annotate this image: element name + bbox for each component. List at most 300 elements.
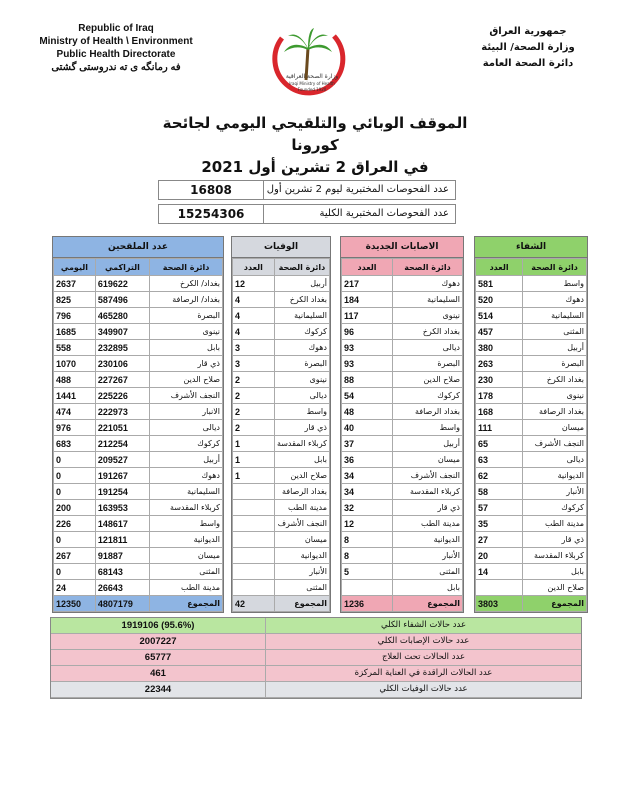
header-english [26,22,206,74]
count-cell [476,580,523,596]
cumulative-cell: 91887 [95,548,149,564]
directorate-cell: مدينة الطب [523,516,587,532]
header-ar-line: جمهورية العراق [489,26,567,37]
directorate-cell: المثنى [392,564,462,580]
directorate-cell: البصرة [274,356,329,372]
header-en-line: Republic of Iraq [78,23,154,34]
directorate-cell: ديالى [150,420,223,436]
table-row [476,404,587,420]
count-cell: 63 [476,452,523,468]
count-cell: 457 [476,324,523,340]
count-cell: 34 [342,468,393,484]
total-tests-box [158,204,456,224]
page-title [150,112,480,178]
logo-text: وزارة الصحة العراقية [285,73,339,80]
cumulative-cell: 209527 [95,452,149,468]
summary-row [51,634,581,650]
cumulative-cell: 121811 [95,532,149,548]
directorate-cell: ذي قار [523,532,587,548]
summary-row [51,650,581,666]
daily-cell: 488 [54,372,96,388]
directorate-cell: كربلاء المقدسة [392,484,462,500]
directorate-cell: بغداد الكرخ [523,372,587,388]
count-cell: 4 [233,308,275,324]
total-label: المجموع [274,596,329,612]
table-row [342,276,463,292]
table-row [342,484,463,500]
panel-table [341,258,463,612]
table-row [342,404,463,420]
table-row [476,468,587,484]
count-cell: 12 [233,276,275,292]
title-line-1: الموقف الوبائي والتلقيحي اليومي لجائحة كورونا [162,114,468,154]
directorate-cell: بغداد الرصافة [392,404,462,420]
directorate-cell: ميسان [392,452,462,468]
directorate-header: دائرة الصحة [392,259,462,276]
count-cell: 178 [476,388,523,404]
directorate-cell: بغداد الكرخ [274,292,329,308]
count-cell: 380 [476,340,523,356]
count-cell: 514 [476,308,523,324]
table-row [54,548,223,564]
table-row [476,372,587,388]
directorate-cell: صلاح الدين [392,372,462,388]
summary-value: 65777 [51,650,266,665]
daily-cell: 2637 [54,276,96,292]
cumulative-cell: 225226 [95,388,149,404]
directorate-cell: دهوك [150,468,223,484]
count-cell: 2 [233,420,275,436]
table-row [233,564,330,580]
count-header: العدد [233,259,275,276]
directorate-cell: ذي قار [150,356,223,372]
palm-tree-icon [262,18,352,104]
cumulative-cell: 148617 [95,516,149,532]
daily-tests-value: 16808 [159,181,264,199]
count-cell: 93 [342,340,393,356]
table-row [342,340,463,356]
directorate-cell: المثنى [150,564,223,580]
logo-text: Iraqi Ministry of Health [289,81,335,86]
count-cell [233,532,275,548]
daily-cell: 825 [54,292,96,308]
directorate-cell: نينوى [150,324,223,340]
table-row [233,532,330,548]
header-en-line: فه رمانگه ی ته ندروستی گشتی [51,62,181,73]
count-cell: 48 [342,404,393,420]
table-row [233,308,330,324]
summary-value: 1919106 (95.6%) [51,618,266,633]
daily-cell: 1070 [54,356,96,372]
title-line-2: في العراق 2 تشرين أول 2021 [201,158,429,176]
daily-cell: 0 [54,484,96,500]
directorate-cell: صلاح الدين [523,580,587,596]
cumulative-cell: 619622 [95,276,149,292]
daily-cell: 0 [54,452,96,468]
directorate-cell: ميسان [150,548,223,564]
table-row [476,388,587,404]
directorate-cell: كركوك [150,436,223,452]
directorate-cell: كركوك [392,388,462,404]
directorate-cell: واسط [274,404,329,420]
table-row [233,580,330,596]
directorate-cell: واسط [150,516,223,532]
table-row [233,436,330,452]
table-row [54,420,223,436]
directorate-cell: النجف الأشرف [523,436,587,452]
cumulative-cell: 221051 [95,420,149,436]
count-cell: 2 [233,372,275,388]
directorate-cell: البصرة [523,356,587,372]
daily-cell: 24 [54,580,96,596]
directorate-cell: ذي قار [274,420,329,436]
directorate-cell: الديوانية [523,468,587,484]
directorate-cell: ميسان [523,420,587,436]
directorate-cell: ديالى [274,388,329,404]
directorate-cell: بابل [523,564,587,580]
table-row [342,452,463,468]
table-row [476,340,587,356]
total-tests-value: 15254306 [159,205,264,223]
table-row [233,548,330,564]
count-cell: 184 [342,292,393,308]
directorate-cell: السليمانية [392,292,462,308]
table-row [342,580,463,596]
directorate-cell: أربيل [274,276,329,292]
summary-value: 2007227 [51,634,266,649]
count-cell: 2 [233,404,275,420]
directorate-cell: مدينة الطب [150,580,223,596]
table-row [476,420,587,436]
table-row [476,276,587,292]
daily-cell: 0 [54,564,96,580]
table-row [476,308,587,324]
count-cell [342,580,393,596]
count-cell: 62 [476,468,523,484]
directorate-cell: بغداد/ الكرخ [150,276,223,292]
deaths-panel [231,236,331,613]
total-label: المجموع [523,596,587,612]
daily-cell: 683 [54,436,96,452]
count-cell: 34 [342,484,393,500]
total-daily: 12350 [54,596,96,612]
daily-cell: 0 [54,468,96,484]
directorate-cell: كربلاء المقدسة [274,436,329,452]
table-row [54,484,223,500]
daily-cell: 267 [54,548,96,564]
daily-cell: 976 [54,420,96,436]
table-row [54,292,223,308]
count-cell: 57 [476,500,523,516]
daily-cell: 474 [54,404,96,420]
directorate-cell: كربلاء المقدسة [523,548,587,564]
count-cell: 12 [342,516,393,532]
directorate-cell: الأنبار [523,484,587,500]
daily-cell: 1685 [54,324,96,340]
count-cell: 117 [342,308,393,324]
count-cell: 263 [476,356,523,372]
logo-text: Founded 1920 [297,87,327,92]
count-cell: 1 [233,468,275,484]
count-header: العدد [476,259,523,276]
ministry-logo [262,18,352,104]
table-row [233,292,330,308]
table-row [476,436,587,452]
count-cell: 20 [476,548,523,564]
directorate-cell: النجف الأشرف [274,516,329,532]
cumulative-cell: 587496 [95,292,149,308]
cumulative-cell: 212254 [95,436,149,452]
daily-cell: 226 [54,516,96,532]
count-cell: 1 [233,436,275,452]
cumulative-cell: 465280 [95,308,149,324]
directorate-cell: دهوك [274,340,329,356]
directorate-cell: الأنبار [274,564,329,580]
directorate-cell: نينوى [523,388,587,404]
total-row [233,596,330,612]
table-row [54,404,223,420]
table-row [342,388,463,404]
panel-title: الشفاء [475,237,587,258]
table-row [54,468,223,484]
table-row [476,580,587,596]
count-cell: 217 [342,276,393,292]
cumulative-header: التراكمي [95,259,149,276]
directorate-header: دائرة الصحة [150,259,223,276]
table-row [342,356,463,372]
directorate-header: دائرة الصحة [523,259,587,276]
cumulative-cell: 222973 [95,404,149,420]
directorate-cell: كركوك [274,324,329,340]
vaccinated-panel [52,236,224,613]
table-row [342,324,463,340]
directorate-cell: بغداد الرصافة [274,484,329,500]
summary-label: عدد الحالات الراقدة في العناية المركزة [354,668,493,678]
summary-value: 22344 [51,682,266,697]
count-cell: 581 [476,276,523,292]
table-row [476,564,587,580]
directorate-cell: البصرة [150,308,223,324]
table-row [476,452,587,468]
directorate-cell: المثنى [523,324,587,340]
summary-label: عدد الحالات تحت العلاج [381,652,466,662]
count-header: العدد [342,259,393,276]
cumulative-cell: 191254 [95,484,149,500]
panel-title: الاصابات الجديدة [341,237,463,258]
total-value: 3803 [476,596,523,612]
table-row [233,516,330,532]
table-row [233,388,330,404]
directorate-cell: كركوك [523,500,587,516]
daily-tests-box [158,180,456,200]
directorate-cell: ذي قار [392,500,462,516]
table-row [476,484,587,500]
directorate-cell: الانبار [150,404,223,420]
count-cell [233,580,275,596]
panel-table [475,258,587,612]
daily-cell: 0 [54,532,96,548]
table-row [233,452,330,468]
count-cell: 36 [342,452,393,468]
table-row [233,468,330,484]
directorate-cell: دهوك [523,292,587,308]
table-row [54,356,223,372]
total-value: 1236 [342,596,393,612]
count-cell: 1 [233,452,275,468]
directorate-cell: بغداد الكرخ [392,324,462,340]
count-cell: 54 [342,388,393,404]
count-cell: 168 [476,404,523,420]
count-cell [233,484,275,500]
daily-header: اليومي [54,259,96,276]
directorate-header: دائرة الصحة [274,259,329,276]
table-row [342,516,463,532]
table-row [342,548,463,564]
total-tests-label: عدد الفحوصات المختبرية الكلية [319,208,449,219]
daily-cell: 796 [54,308,96,324]
directorate-cell: النجف الأشرف [392,468,462,484]
directorate-cell: واسط [523,276,587,292]
count-cell: 111 [476,420,523,436]
count-cell: 37 [342,436,393,452]
summary-row [51,682,581,698]
cumulative-cell: 232895 [95,340,149,356]
count-cell: 40 [342,420,393,436]
count-cell: 35 [476,516,523,532]
table-row [342,308,463,324]
table-row [342,420,463,436]
total-row [476,596,587,612]
table-row [54,564,223,580]
directorate-cell: نينوى [392,308,462,324]
panel-table [53,258,223,612]
count-cell: 3 [233,340,275,356]
directorate-cell: الأنبار [392,548,462,564]
directorate-cell: صلاح الدين [274,468,329,484]
header-ar-line: دائرة الصحة العامة [482,58,574,69]
table-row [54,340,223,356]
table-row [233,372,330,388]
directorate-cell: كربلاء المقدسة [150,500,223,516]
cumulative-cell: 163953 [95,500,149,516]
header-arabic [458,24,598,72]
table-row [342,500,463,516]
table-row [233,500,330,516]
count-cell: 58 [476,484,523,500]
count-cell: 32 [342,500,393,516]
count-cell: 8 [342,532,393,548]
directorate-cell: البصرة [392,356,462,372]
summary-label: عدد حالات الشفاء الكلي [380,620,467,630]
directorate-cell: ميسان [274,532,329,548]
summary-row [51,666,581,682]
directorate-cell: دهوك [392,276,462,292]
header-en-line: Public Health Directorate [56,49,176,60]
table-row [54,532,223,548]
table-row [342,372,463,388]
count-cell [233,500,275,516]
new-cases-panel [340,236,464,613]
count-cell: 5 [342,564,393,580]
count-cell: 520 [476,292,523,308]
cumulative-cell: 227267 [95,372,149,388]
total-cumulative: 4807179 [95,596,149,612]
table-row [54,452,223,468]
directorate-cell: مدينة الطب [392,516,462,532]
directorate-cell: بغداد/ الرصافة [150,292,223,308]
table-row [342,292,463,308]
recovery-panel [474,236,588,613]
directorate-cell: واسط [392,420,462,436]
directorate-cell: بغداد الرصافة [523,404,587,420]
count-cell [233,516,275,532]
count-cell: 4 [233,292,275,308]
table-row [342,532,463,548]
table-row [233,324,330,340]
table-row [476,532,587,548]
table-row [233,420,330,436]
directorate-cell: السليمانية [523,308,587,324]
summary-value: 461 [51,666,266,681]
panel-table [232,258,330,612]
cumulative-cell: 349907 [95,324,149,340]
table-row [54,324,223,340]
table-row [342,564,463,580]
table-row [54,580,223,596]
directorate-cell: نينوى [274,372,329,388]
count-cell: 27 [476,532,523,548]
count-cell: 93 [342,356,393,372]
table-row [233,484,330,500]
directorate-cell: بابل [392,580,462,596]
count-cell: 14 [476,564,523,580]
total-label: المجموع [392,596,462,612]
table-row [233,276,330,292]
table-row [476,548,587,564]
count-cell [233,548,275,564]
table-row [476,324,587,340]
total-row [342,596,463,612]
table-row [342,436,463,452]
cumulative-cell: 26643 [95,580,149,596]
directorate-cell: بابل [150,340,223,356]
summary-row [51,618,581,634]
count-cell: 2 [233,388,275,404]
table-row [54,500,223,516]
count-cell: 3 [233,356,275,372]
table-row [54,516,223,532]
count-cell: 4 [233,324,275,340]
panel-title: عدد الملقحين [53,237,223,258]
count-cell: 96 [342,324,393,340]
count-cell [233,564,275,580]
table-row [476,500,587,516]
directorate-cell: الديوانية [392,532,462,548]
directorate-cell: أربيل [150,452,223,468]
table-row [476,292,587,308]
table-row [54,308,223,324]
daily-cell: 558 [54,340,96,356]
header-en-line: Ministry of Health \ Environment [39,36,193,47]
directorate-cell: أربيل [523,340,587,356]
table-row [54,388,223,404]
directorate-cell: بابل [274,452,329,468]
table-row [54,372,223,388]
table-row [476,516,587,532]
cumulative-cell: 230106 [95,356,149,372]
directorate-cell: الديوانية [150,532,223,548]
cumulative-cell: 68143 [95,564,149,580]
